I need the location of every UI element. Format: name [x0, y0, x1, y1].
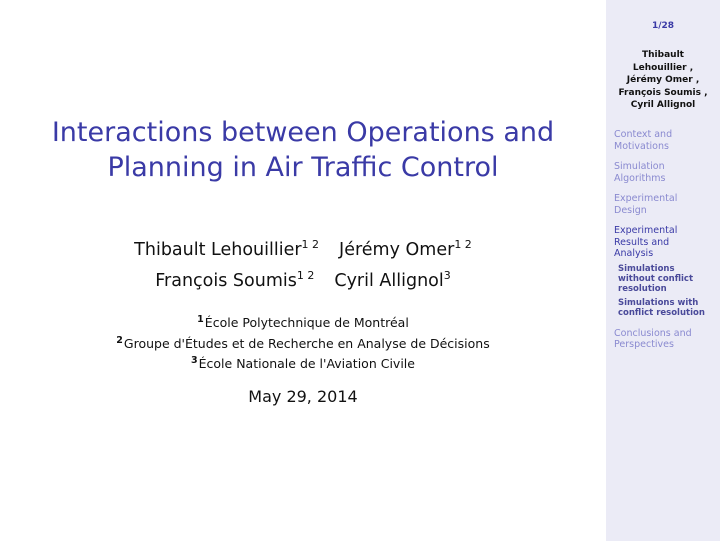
- author: François Soumis$^{1 2}$: [155, 269, 315, 291]
- nav-subsection-without-conflict[interactable]: Simulations without conflict resolution: [618, 263, 694, 294]
- author-row-2: [0, 263, 606, 294]
- affiliations: [0, 311, 606, 373]
- sidebar-authors[interactable]: Thibault Lehouillier , Jérémy Omer , François Soumis , Cyril Allignol: [618, 50, 708, 110]
- presentation-date: May 29, 2014: [248, 387, 358, 406]
- title-line-1: Interactions between Operations and: [51, 117, 555, 148]
- author-superscript: 1 2: [296, 269, 315, 282]
- title-line-2: Planning in Air Traffic Control: [107, 152, 499, 183]
- author-superscript: 1 2: [301, 238, 320, 251]
- author: Cyril Allignol$^3$: [334, 269, 451, 291]
- page-number[interactable]: 1/28: [651, 21, 675, 31]
- affiliation-mark: 2: [116, 334, 123, 346]
- sidebar: [606, 0, 720, 541]
- slide-title: [0, 115, 606, 185]
- author-block: [0, 232, 606, 294]
- author: Jérémy Omer$^{1 2}$: [339, 238, 472, 260]
- author-superscript: 3: [443, 269, 451, 282]
- affiliation: $^2$Groupe d'Études et de Recherche en Analyse de Décisions: [116, 334, 490, 351]
- nav-section-context[interactable]: Context and Motivations: [614, 129, 673, 152]
- nav-subsection-with-conflict[interactable]: Simulations with conflict resolution: [618, 297, 705, 318]
- affiliation-mark: 1: [197, 314, 204, 325]
- affiliation: $^1$École Polytechnique de Montréal: [197, 314, 409, 330]
- nav-section-conclusions[interactable]: Conclusions and Perspectives: [614, 327, 692, 350]
- affiliation-mark: 3: [191, 355, 198, 366]
- affiliation: $^3$École Nationale de l'Aviation Civile: [191, 355, 415, 371]
- nav-section-results[interactable]: Experimental Results and Analysis: [614, 225, 678, 259]
- author-superscript: 1 2: [454, 238, 472, 251]
- author: Thibault Lehouillier$^{1 2}$: [134, 238, 320, 260]
- section-navigation: [614, 129, 720, 360]
- nav-section-simulation[interactable]: Simulation Algorithms: [614, 161, 666, 184]
- author-row-1: [0, 232, 606, 263]
- nav-section-design[interactable]: Experimental Design: [614, 193, 678, 216]
